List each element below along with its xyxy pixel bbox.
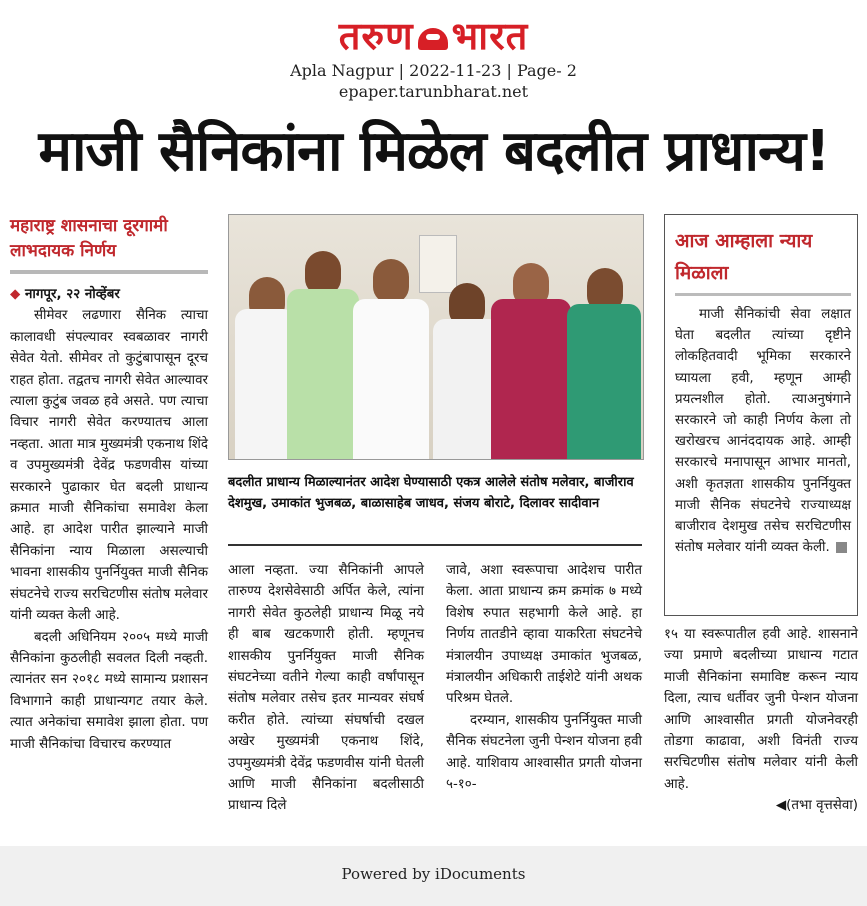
person-figure <box>567 244 641 459</box>
end-square-icon <box>836 542 847 553</box>
article-column-3 <box>446 560 642 795</box>
article-photo[interactable] <box>228 214 644 460</box>
page-headline: माजी सैनिकांना मिळेल बदलीत प्राधान्य! <box>38 119 830 184</box>
dateline-text: नागपूर, २२ नोव्हेंबर <box>24 287 120 302</box>
article-column-4 <box>664 624 858 817</box>
logo-text-left: तरुण <box>338 14 414 58</box>
caption-divider <box>228 544 642 546</box>
article-paragraph: सीमेवर लढणारा सैनिक त्याचा कालावधी संपल्यावर स्वबळावर नागरी सेवेत येतो. सीमेवर तो कुटुंबापासून दूरच राहत होता. तद्वतच नागरी सेवेत आल्यावर त्याला कुटुंब जवळ हवे असते. पण त्याचा विचार नागरी सेवेत करण्यातच आला नव्हता. आता मात्र मुख्यमंत्री एकनाथ शिंदे व उपमुख्यमंत्री देवेंद्र फडणवीस यांच्या सरकारने पुढाकार घेत बदली प्राधान्य क्रमात माजी सैनिकांचा समावेश केला आहे. हा आदेश पारीत झाल्याने माजी सैनिकांना न्याय मिळाला असल्याची भावना शासकीय पुनर्नियुक्त माजी सैनिक संघटनेचे राज्य सरचिटणीस संतोष मलेवार यांनी व्यक्त केली आहे. <box>10 308 209 624</box>
photo-caption: बदलीत प्राधान्य मिळाल्यानंतर आदेश घेण्यासाठी एकत्र आलेले संतोष मलेवार, बाजीराव देशमुख, उमाकांत भुजबळ, बाळासाहेब जाधव, संजय बोराटे, दिलावर सादीवान <box>228 475 634 511</box>
masthead <box>0 0 867 108</box>
article-column-2 <box>228 560 424 817</box>
sidebox-title: आज आम्हाला न्याय मिळाला <box>675 230 813 284</box>
article-paragraph: दरम्यान, शासकीय पुनर्नियुक्त माजी सैनिक संघटनेला जुनी पेन्शन योजना हवी आहे. याशिवाय आश्वासीत प्रगती योजना ५-१०- <box>446 712 642 793</box>
person-figure <box>235 249 295 459</box>
person-figure <box>287 229 359 459</box>
article-paragraph: बदली अधिनियम २००५ मध्ये माजी सैनिकांना कुठलीही सवलत दिली नव्हती. त्यानंतर सन २०१८ मध्ये सामान्य प्रशासन विभागाने काही प्राधान्यगट तयार केले. त्यात अनेकांचा समावेश झाला होता. पण माजी सैनिकांचा विचारच करण्यात <box>10 629 208 752</box>
powered-by-footer[interactable]: Powered by iDocuments <box>0 846 867 906</box>
article-paragraph: जावे, अशा स्वरूपाचा आदेशच पारीत केला. आता प्राधान्य क्रम क्रमांक ७ मध्ये विशेष रुपात सहभागी केले आहे. हा निर्णय तातडीने व्हावा याकरिता संघटनेचे मंत्रालयीन उपाध्यक्ष उमाकांत भुजबळ, मंत्रालयीन अधिकारी ताईशेटे यांनी अथक परिश्रम घेतले. <box>446 563 642 707</box>
article-column-1 <box>10 284 208 755</box>
lamp-emblem-icon <box>418 28 448 50</box>
epaper-url[interactable]: epaper.tarunbharat.net <box>338 82 529 101</box>
news-credit: ◀(तभा वृत्तसेवा) <box>775 798 858 814</box>
sidebox-divider <box>675 293 851 296</box>
sidebox-text <box>675 304 851 558</box>
kicker-heading: महाराष्ट्र शासनाचा दूरगामी लाभदायक निर्णय <box>10 216 168 261</box>
edition-info: Apla Nagpur | 2022-11-23 | Page- 2 <box>290 61 577 80</box>
article-paragraph: १५ या स्वरूपातील हवी आहे. शासनाने ज्या प्रमाणे बदलीच्या प्राधान्य गटात माजी सैनिकांना समाविष्ट करून न्याय दिला, त्याच धर्तीवर जुनी पेन्शन योजना आणि आश्वासीत प्रगती योजनेवरही तोडगा काढावा, अशी विनंती राज्य सरचिटणीस संतोष मलेवार यांनी केली आहे. <box>664 627 858 792</box>
dateline <box>10 284 208 305</box>
person-figure <box>353 239 429 459</box>
person-figure <box>491 239 571 459</box>
diamond-bullet-icon: ◆ <box>10 287 25 302</box>
quote-sidebox <box>664 214 858 616</box>
tarun-bharat-logo[interactable] <box>0 12 867 60</box>
logo-text-right: भारत <box>451 14 529 58</box>
sidebox-body: माजी सैनिकांची सेवा लक्षात घेता बदलीत त्यांच्या दृष्टीने लोकहितवादी भूमिका सरकारने घ्यायला हवी, म्हणून आम्ही प्रयत्नशील होतो. त्याअनुषंगाने सरकारने जो काही निर्णय केला तो खरोखरच आनंददायक आहे. आम्ही सरकारचे मनापासून आभार मानतो, अशी कृतज्ञता शासकीय पुनर्नियुक्त माजी सैनिक संघटनेचे राज्याध्यक्ष बाजीराव देशमुख तसेच सरचिटणीस संतोष मलेवार यांनी व्यक्त केली. <box>675 307 851 556</box>
article-paragraph: आला नव्हता. ज्या सैनिकांनी आपले तारुण्य देशसेवेसाठी अर्पित केले, त्यांना नागरी सेवेत कुठलेही प्राधान्य मिळू नये ही बाब खटकणारी होती. म्हणूनच शासकीय पुनर्नियुक्त माजी सैनिक संघटनेच्या वतीने गेल्या काही वर्षांपासून संतोष मलेवार तसेच इतर मान्यवर संघर्ष करीत होते. त्यांच्या संघर्षाची दखल अखेर मुख्यमंत्री एकनाथ शिंदे, उपमुख्यमंत्री देवेंद्र फडणवीस यांनी घेतली आणि माजी सैनिकांना बदलीसाठी प्राधान्य दिले <box>228 563 424 814</box>
kicker-divider <box>10 270 208 274</box>
